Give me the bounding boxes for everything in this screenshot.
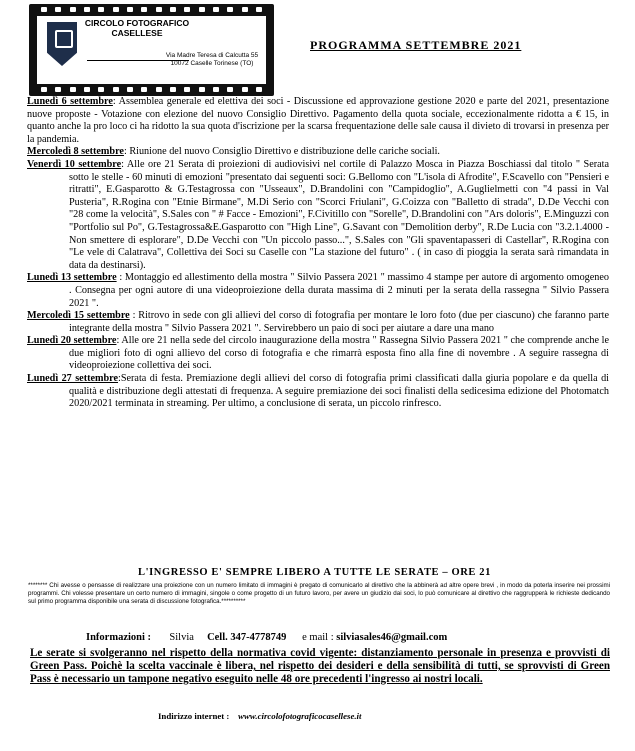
event-item — [27, 272, 609, 310]
free-entry-note: L'INGRESSO E' SEMPRE LIBERO A TUTTE LE SERATE – ORE 21 — [138, 567, 491, 578]
contact-email-link[interactable]: silviasales46@gmail.com — [336, 632, 448, 643]
website-label: Indirizzo internet : — [158, 711, 230, 721]
event-text: :Serata di festa. Premiazione degli allievi del corso di fotografia primi classificati dalla giuria popolare e da quella di qualità e distribuzione degli attestati di frequenza. A seguire premiazione dei soci finalisti della sedicesima edizione del Photomatch 2020/2021 terminata in streaming. Per ultimo, a conclusione di serata, un piccolo rinfresco. — [69, 373, 609, 410]
address-line-1: Via Madre Teresa di Calcutta 55 — [165, 52, 259, 59]
film-strip-frame — [29, 4, 274, 96]
covid-notice: Le serate si svolgeranno nel rispetto della normativa covid vigente: distanziamento personale in presenza e provvisti di Green Pass. Poichè la scelta vaccinale è libera, nel rispetto dei desideri e della sensibilità di tutti, se sprovvisti di Green Pass è necessario un tampone negativo eseguito nelle 48 ore precedenti l'ingresso ai nostri locali. — [30, 647, 610, 685]
event-text: : Ritrovo in sede con gli allievi del corso di fotografia per montare le loro foto (due per ciascuno) che faranno parte integrante della mostra " Silvio Passera 2021 ". Servirebbero un paio di soci per aiutare a dare una mano — [69, 310, 609, 334]
event-text: : Alle ore 21 nella sede del circolo inaugurazione della mostra " Rassegna Silvio Passera 2021 " che comprende anche le due migliori foto di ogni allievo del corso di fotografia e che rimarrà esposta fino alla fine di novembre . A seguire rassegna di videoproiezione collettiva dei soci. — [69, 335, 609, 372]
event-item — [27, 159, 609, 272]
event-text: : Alle ore 21 Serata di proiezioni di audiovisivi nel cortile di Palazzo Mosca in Piazza Boschiassi dal titolo " Serata sotto le stelle - 60 minuti di emozioni "presentato dai seguenti soci: G.Bellomo con "L'isola di Afrodite", F.Scavello con "Pensieri e ritratti", E.Gasparotto & G.Testagrossa con "Usseaux", D.Brandolini con "Campidoglio", A.Guglielmetti con "4 passi in Val Pusteria", R.Rogina con "Etnie Birmane", M.Di Serio con "Scorci Friulani", G.Coizza con "Balletto di strada", D.De Vecchi con "28 come la velocità", S.Sales con " # Facce - Emozioni", F.Civitillo con "Sorelle", D.Brandolini con "Ars doloris", E.Minguzzi con "Portfolio sul Po", G.Testagrossa&E.Gasparotto con "High Line", G.Savant con "Demolition derby", R.De Lucia con "3.2.1.4000 - Non smettere di esplorare", D.De Vecchi con "Un piccolo passo...", S.Sales con "Gli spaventapasseri di Castellar", R.Rogina con "Le vele di Calatrava", Collettiva dei Soci su Caselle con "La stazione del futuro" . ( in caso di pioggia la serata sarà rimandata in data da destinarsi). — [69, 158, 609, 271]
event-text: : Montaggio ed allestimento della mostra " Silvio Passera 2021 " massimo 4 stampe per autore di argomento omogeneo . Consegna per ogni autore di una videoproiezione della durata massima di 2 minuti per la serata della rassegna " Silvio Passera 2021 ". — [69, 272, 609, 309]
contact-phone: Cell. 347-4778749 — [207, 632, 287, 643]
event-item — [27, 373, 609, 411]
fine-print: ******** Chi avesse o pensasse di realizzare una proiezione con un numero limitato di immagini è pregato di comunicarlo al direttivo che la abbinerà ad altre opere brevi , in modo da poterla inserire nei prossimi programmi. Chi volesse presentare un certo numero di immagini, singole o come progetto di un futuro lavoro, per avere un giudizio dai soci, lo può comunicare al direttivo che raggrupperà le richieste dedicando sul primo programma disponibile una serata di discussione fotografica.********** — [28, 582, 610, 605]
email-label: e mail : — [302, 632, 334, 643]
club-header-logo — [29, 4, 274, 96]
event-date: Lunedì 27 settembre — [27, 373, 119, 385]
event-date: Lunedì 13 settembre — [27, 272, 117, 284]
club-address — [153, 52, 271, 68]
event-date: Mercoledì 15 settembre — [27, 310, 130, 322]
event-item — [27, 335, 609, 373]
event-list — [27, 96, 609, 411]
contact-label: Informazioni : — [86, 632, 152, 643]
contact-name: Silvia — [169, 632, 194, 643]
event-item — [27, 96, 609, 146]
club-name: CIRCOLO FOTOGRAFICO CASELLESE — [84, 18, 190, 38]
address-line-2: 10072 Caselle Torinese (TO) — [170, 60, 254, 67]
event-item — [27, 310, 609, 335]
event-date: Lunedì 20 settembre — [27, 335, 117, 347]
event-date: Venerdì 10 settembre — [27, 158, 122, 170]
film-perforations-bottom — [41, 87, 262, 93]
event-date: Mercoledì 8 settembre — [27, 146, 124, 158]
coat-of-arms-icon — [47, 22, 77, 66]
event-date: Lunedì 6 settembre — [27, 96, 113, 107]
event-item — [27, 146, 609, 159]
event-text: : Riunione del nuovo Consiglio Direttivo e distribuzione delle cariche sociali. — [123, 146, 440, 158]
page-title: PROGRAMMA SETTEMBRE 2021 — [310, 38, 522, 52]
event-text: : Assemblea generale ed elettiva dei soci - Discussione ed approvazione gestione 2020 e parte del 2021, presentazione nuove proposte - Votazione con elezione del nuovo Consiglio Direttivo. Pagamento della quota sociale, eccezionalmente ridotta a € 15, in quanto anche la pro loco ci ha ridotto la sua quota d'iscrizione per la scarsa frequentazione delle sale causa il divieto di trovarsi in presenza per la pandemia. — [27, 96, 609, 145]
contact-info — [86, 632, 447, 643]
website-link[interactable]: www.circolofotograficocasellese.it — [238, 711, 362, 721]
film-perforations-top — [41, 7, 262, 13]
website-line — [158, 711, 361, 721]
